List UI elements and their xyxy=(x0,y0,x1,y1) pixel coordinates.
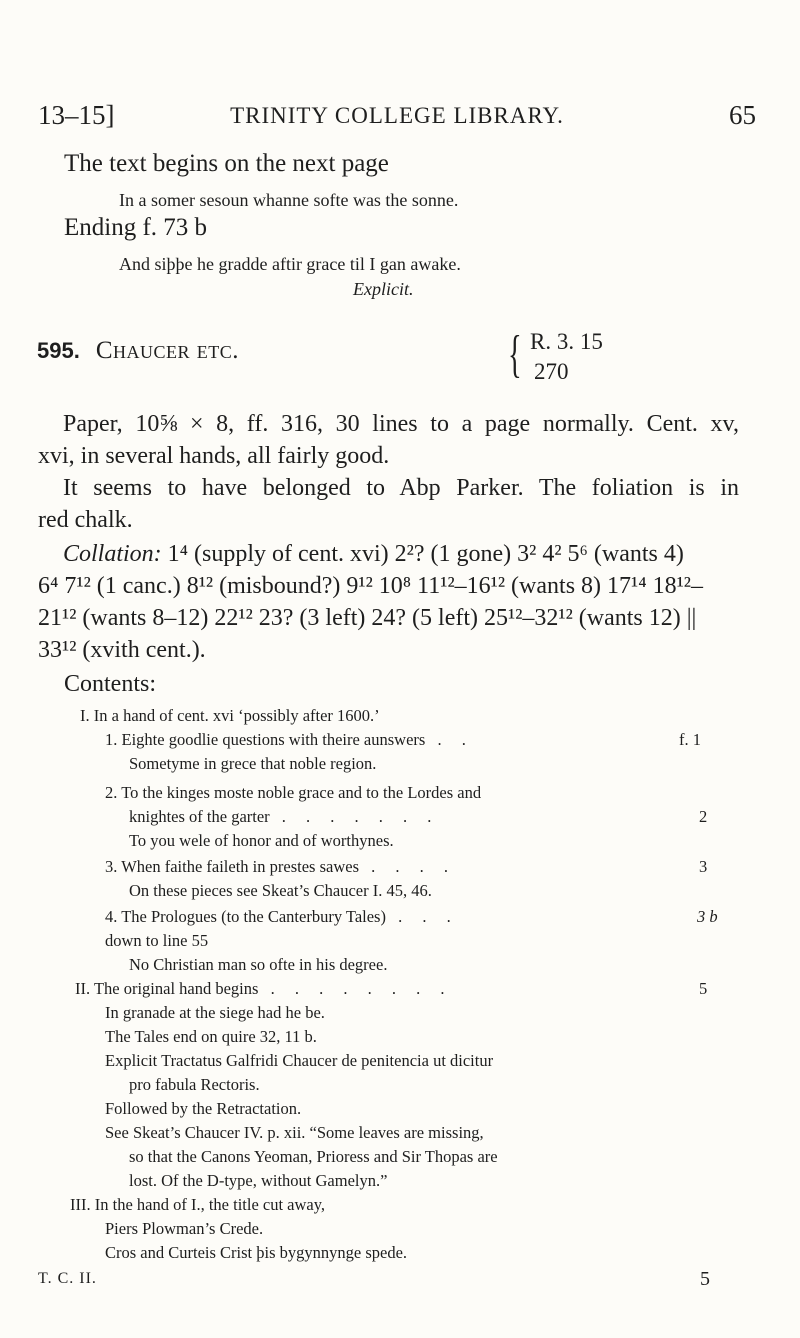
contents-line: pro fabula Rectoris. xyxy=(129,1075,260,1094)
entry-number: 595. xyxy=(37,338,80,363)
description-line-3: It seems to have belonged to Abp Parker. The foliation is in xyxy=(63,475,739,501)
contents-line xyxy=(75,979,452,999)
collation-line-3: 21¹² (wants 8–12) 22¹² 23? (3 left) 24? (5 left) 25¹²–32¹² (wants 12) || xyxy=(38,605,697,631)
contents-line: See Skeat’s Chaucer IV. p. xii. “Some leaves are missing, xyxy=(105,1123,484,1142)
contents-text: II. The original hand begins xyxy=(75,979,259,998)
text-begins-line: In a somer sesoun whanne softe was the sonne. xyxy=(119,190,459,210)
description-line-4: red chalk. xyxy=(38,507,133,533)
entry-heading xyxy=(37,337,239,365)
running-head-range: 13–15] xyxy=(38,100,115,130)
leader-dots: . . . . xyxy=(359,857,456,876)
contents-line xyxy=(129,807,439,827)
contents-line: Cros and Curteis Crist þis bygynnynge spede. xyxy=(105,1243,408,1262)
text-ending-label: Ending f. 73 b xyxy=(64,214,208,241)
contents-text: knightes of the garter xyxy=(129,807,270,826)
signature-number: 5 xyxy=(700,1268,710,1290)
collation-line-2: 6⁴ 7¹² (1 canc.) 8¹² (misbound?) 9¹² 10⁸ 11¹²–16¹² (wants 8) 17¹⁴ 18¹²– xyxy=(38,573,703,599)
text-ending-line: And siþþe he gradde aftir grace til I gan awake. xyxy=(119,254,461,274)
contents-line xyxy=(105,730,474,750)
contents-text: 3. When faithe faileth in prestes sawes xyxy=(105,857,359,876)
folio-ref: 5 xyxy=(699,979,708,998)
folio-ref: 3 xyxy=(699,857,708,876)
contents-line: lost. Of the D-type, without Gamelyn.” xyxy=(129,1171,388,1190)
contents-line: No Christian man so ofte in his degree. xyxy=(129,955,388,974)
contents-line: The Tales end on quire 32, 11 b. xyxy=(105,1027,317,1046)
contents-line: down to line 55 xyxy=(105,931,209,950)
leader-dots: . . . . . . . xyxy=(269,807,440,826)
contents-line: III. In the hand of I., the title cut away, xyxy=(70,1195,326,1214)
collation-line-4: 33¹² (xvith cent.). xyxy=(38,637,206,663)
contents-line: Sometyme in grece that noble region. xyxy=(129,754,377,773)
page-number: 65 xyxy=(729,100,756,130)
contents-line: I. In a hand of cent. xvi ‘possibly after 1600.’ xyxy=(80,706,380,725)
explicit-label: Explicit. xyxy=(353,279,414,299)
entry-title: Chaucer etc. xyxy=(95,337,240,364)
folio-ref: 3 b xyxy=(697,907,718,926)
running-head xyxy=(38,100,756,136)
collation-line-1 xyxy=(63,541,739,568)
description-line-2: xvi, in several hands, all fairly good. xyxy=(38,443,390,469)
contents-line: Followed by the Retractation. xyxy=(105,1099,302,1118)
contents-label: Contents: xyxy=(64,671,157,697)
running-head-title: TRINITY COLLEGE LIBRARY. xyxy=(230,103,564,128)
contents-line xyxy=(105,857,456,877)
leader-dots: . . . . . . . . xyxy=(258,979,453,998)
folio-ref: 2 xyxy=(699,807,708,826)
shelfmark-number: 270 xyxy=(534,359,569,384)
shelfmark-brace: { xyxy=(508,326,522,383)
text-begins-label: The text begins on the next page xyxy=(64,150,389,177)
contents-line: On these pieces see Skeat’s Chaucer I. 45, 46. xyxy=(129,881,432,900)
leader-dots: . . xyxy=(425,730,474,749)
description-line-1: Paper, 10⅝ × 8, ff. 316, 30 lines to a page normally. Cent. xv, xyxy=(63,411,739,437)
contents-line: To you wele of honor and of worthynes. xyxy=(129,831,394,850)
contents-text: 4. The Prologues (to the Canterbury Tales) xyxy=(105,907,386,926)
contents-line: Piers Plowman’s Crede. xyxy=(105,1219,264,1238)
collation-label: Collation: xyxy=(63,541,162,567)
folio-ref: f. 1 xyxy=(679,730,701,749)
contents-line: so that the Canons Yeoman, Prioress and Sir Thopas are xyxy=(129,1147,498,1166)
contents-text: 1. Eighte goodlie questions with theire aunswers xyxy=(105,730,426,749)
leader-dots: . . . xyxy=(385,907,459,926)
contents-line: In granade at the siege had he be. xyxy=(105,1003,325,1022)
collation-text-1: 1⁴ (supply of cent. xvi) 2²? (1 gone) 3² 4² 5⁶ (wants 4) xyxy=(167,541,684,567)
contents-line: 2. To the kinges moste noble grace and to the Lordes and xyxy=(105,783,482,802)
contents-line: Explicit Tractatus Galfridi Chaucer de penitencia ut dicitur xyxy=(105,1051,494,1070)
signature-mark: T. C. II. xyxy=(38,1270,97,1287)
shelfmark: R. 3. 15 xyxy=(530,329,603,354)
contents-line xyxy=(105,907,459,927)
